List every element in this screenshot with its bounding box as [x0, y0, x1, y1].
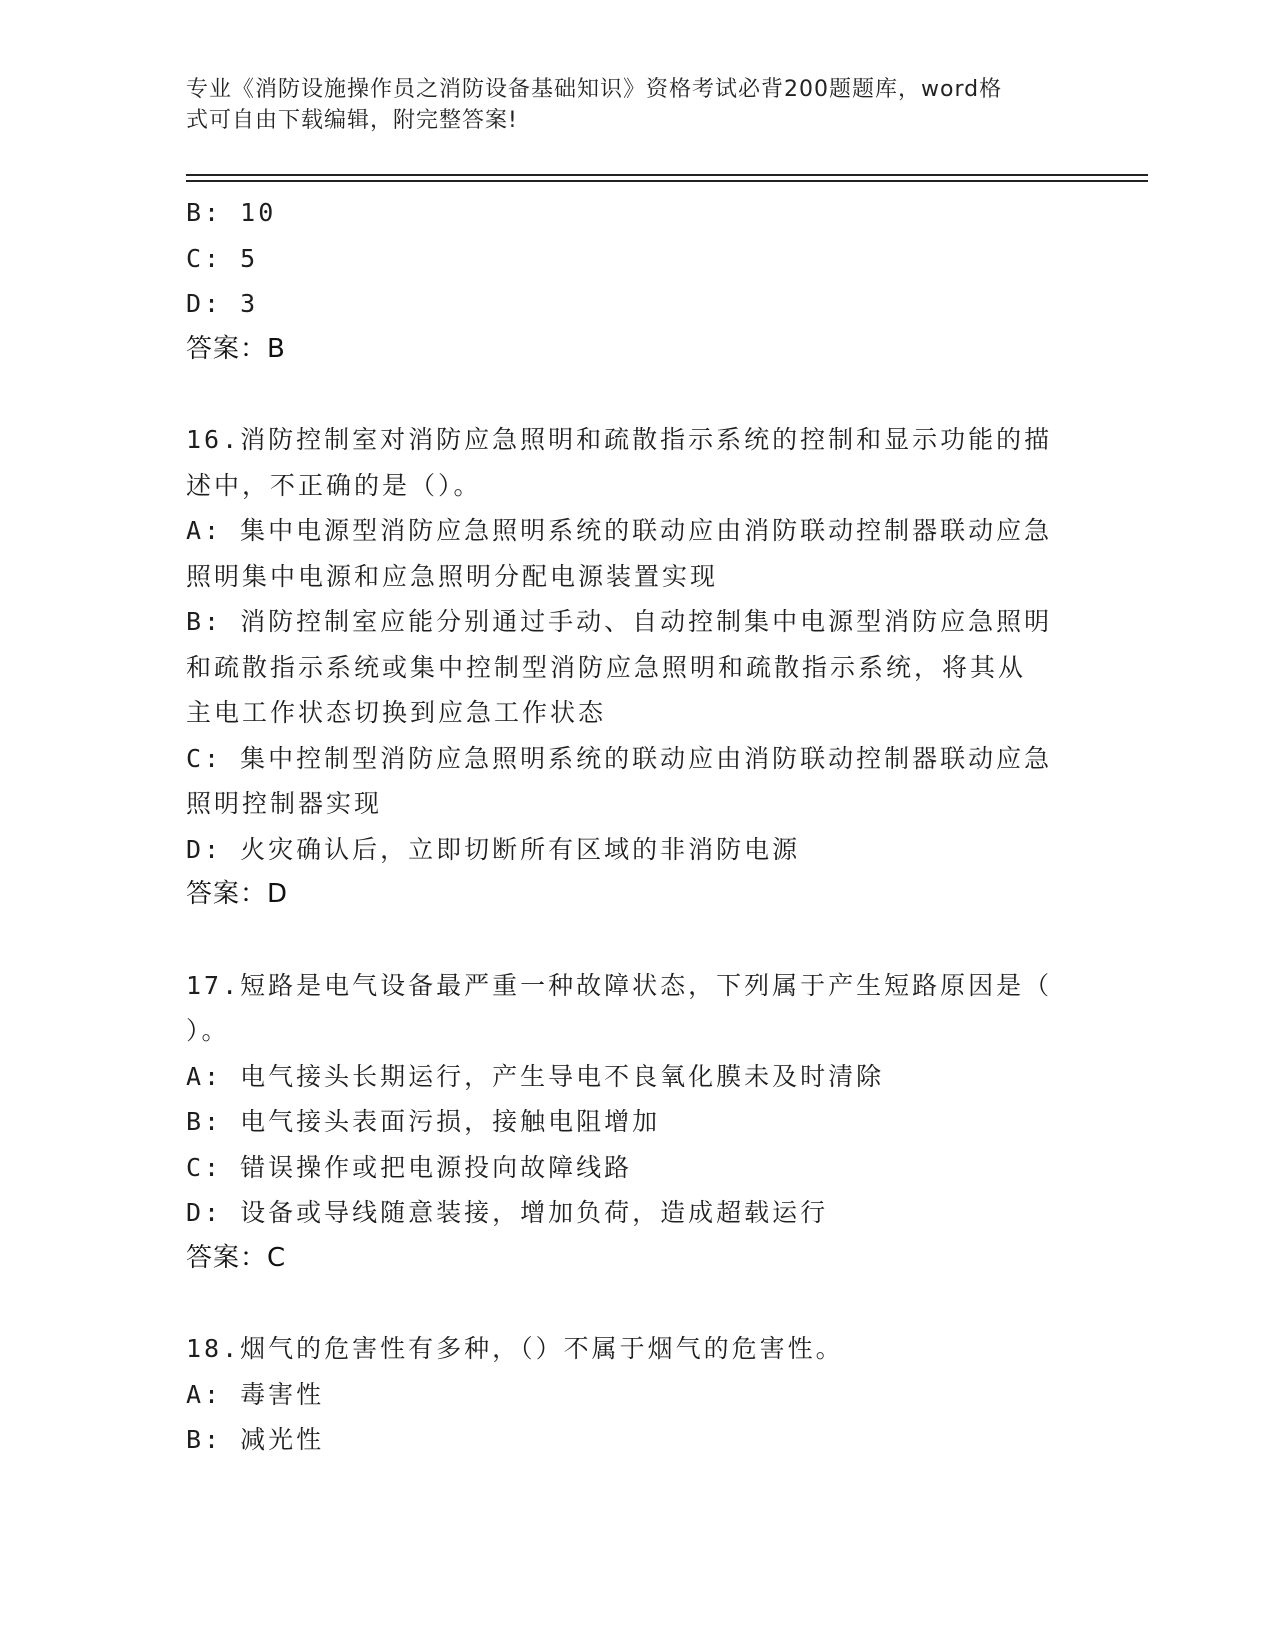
answer-line: 答案：B [186, 333, 286, 364]
answer-line: 答案：C [186, 1242, 287, 1273]
answer-line: 答案：D [186, 879, 289, 909]
option-b: B: 电气接头表面污损，接触电阻增加 [186, 1107, 661, 1136]
header-line-2: 式可自由下载编辑，附完整答案! [186, 108, 518, 133]
header-line-1: 专业《消防设施操作员之消防设备基础知识》资格考试必背200题题库，word格 [186, 77, 1003, 102]
option-a: A: 电气接头长期运行，产生导电不良氧化膜未及时清除 [186, 1061, 885, 1091]
option-c: C: 5 [186, 243, 259, 273]
question-stem: 18.烟气的危害性有多种，（）不属于烟气的危害性。 [186, 1334, 844, 1363]
question-stem: 17.短路是电气设备最严重一种故障状态，下列属于产生短路原因是（ [186, 970, 1053, 1000]
question-16 [186, 417, 1086, 918]
document-header [186, 74, 1066, 136]
option-b: B: 减光性 [186, 1425, 325, 1454]
option-c: C: 错误操作或把电源投向故障线路 [186, 1152, 633, 1182]
option-b-cont: 主电工作状态切换到应急工作状态 [186, 698, 607, 727]
option-c: C: 集中控制型消防应急照明系统的联动应由消防联动控制器联动应急 [186, 743, 1053, 773]
header-rule-bottom [186, 180, 1148, 182]
option-b-cont: 和疏散指示系统或集中控制型消防应急照明和疏散指示系统，将其从 [186, 652, 1027, 682]
option-b: B: 消防控制室应能分别通过手动、自动控制集中电源型消防应急照明 [186, 607, 1053, 636]
spacer [186, 918, 1086, 963]
header-rule-top [186, 174, 1148, 176]
option-d: D: 3 [186, 289, 259, 318]
option-a-cont: 照明集中电源和应急照明分配电源装置实现 [186, 561, 719, 591]
question-stem: 16.消防控制室对消防应急照明和疏散指示系统的控制和显示功能的描 [186, 425, 1053, 454]
option-a: A: 毒害性 [186, 1379, 325, 1409]
question-stem-cont: ）。 [186, 1016, 230, 1045]
option-c-cont: 照明控制器实现 [186, 789, 383, 818]
question-18 [186, 1326, 1086, 1463]
spacer [186, 1281, 1086, 1326]
question-list [186, 190, 1086, 1463]
question-17 [186, 963, 1086, 1282]
question-stem-cont: 述中，不正确的是（）。 [186, 470, 482, 500]
option-b: B: 10 [186, 198, 277, 227]
option-d: D: 设备或导线随意装接，增加负荷，造成超载运行 [186, 1198, 829, 1227]
option-a: A: 集中电源型消防应急照明系统的联动应由消防联动控制器联动应急 [186, 516, 1053, 545]
spacer [186, 372, 1086, 417]
question-15-tail [186, 190, 1086, 372]
option-d: D: 火灾确认后，立即切断所有区域的非消防电源 [186, 834, 801, 864]
